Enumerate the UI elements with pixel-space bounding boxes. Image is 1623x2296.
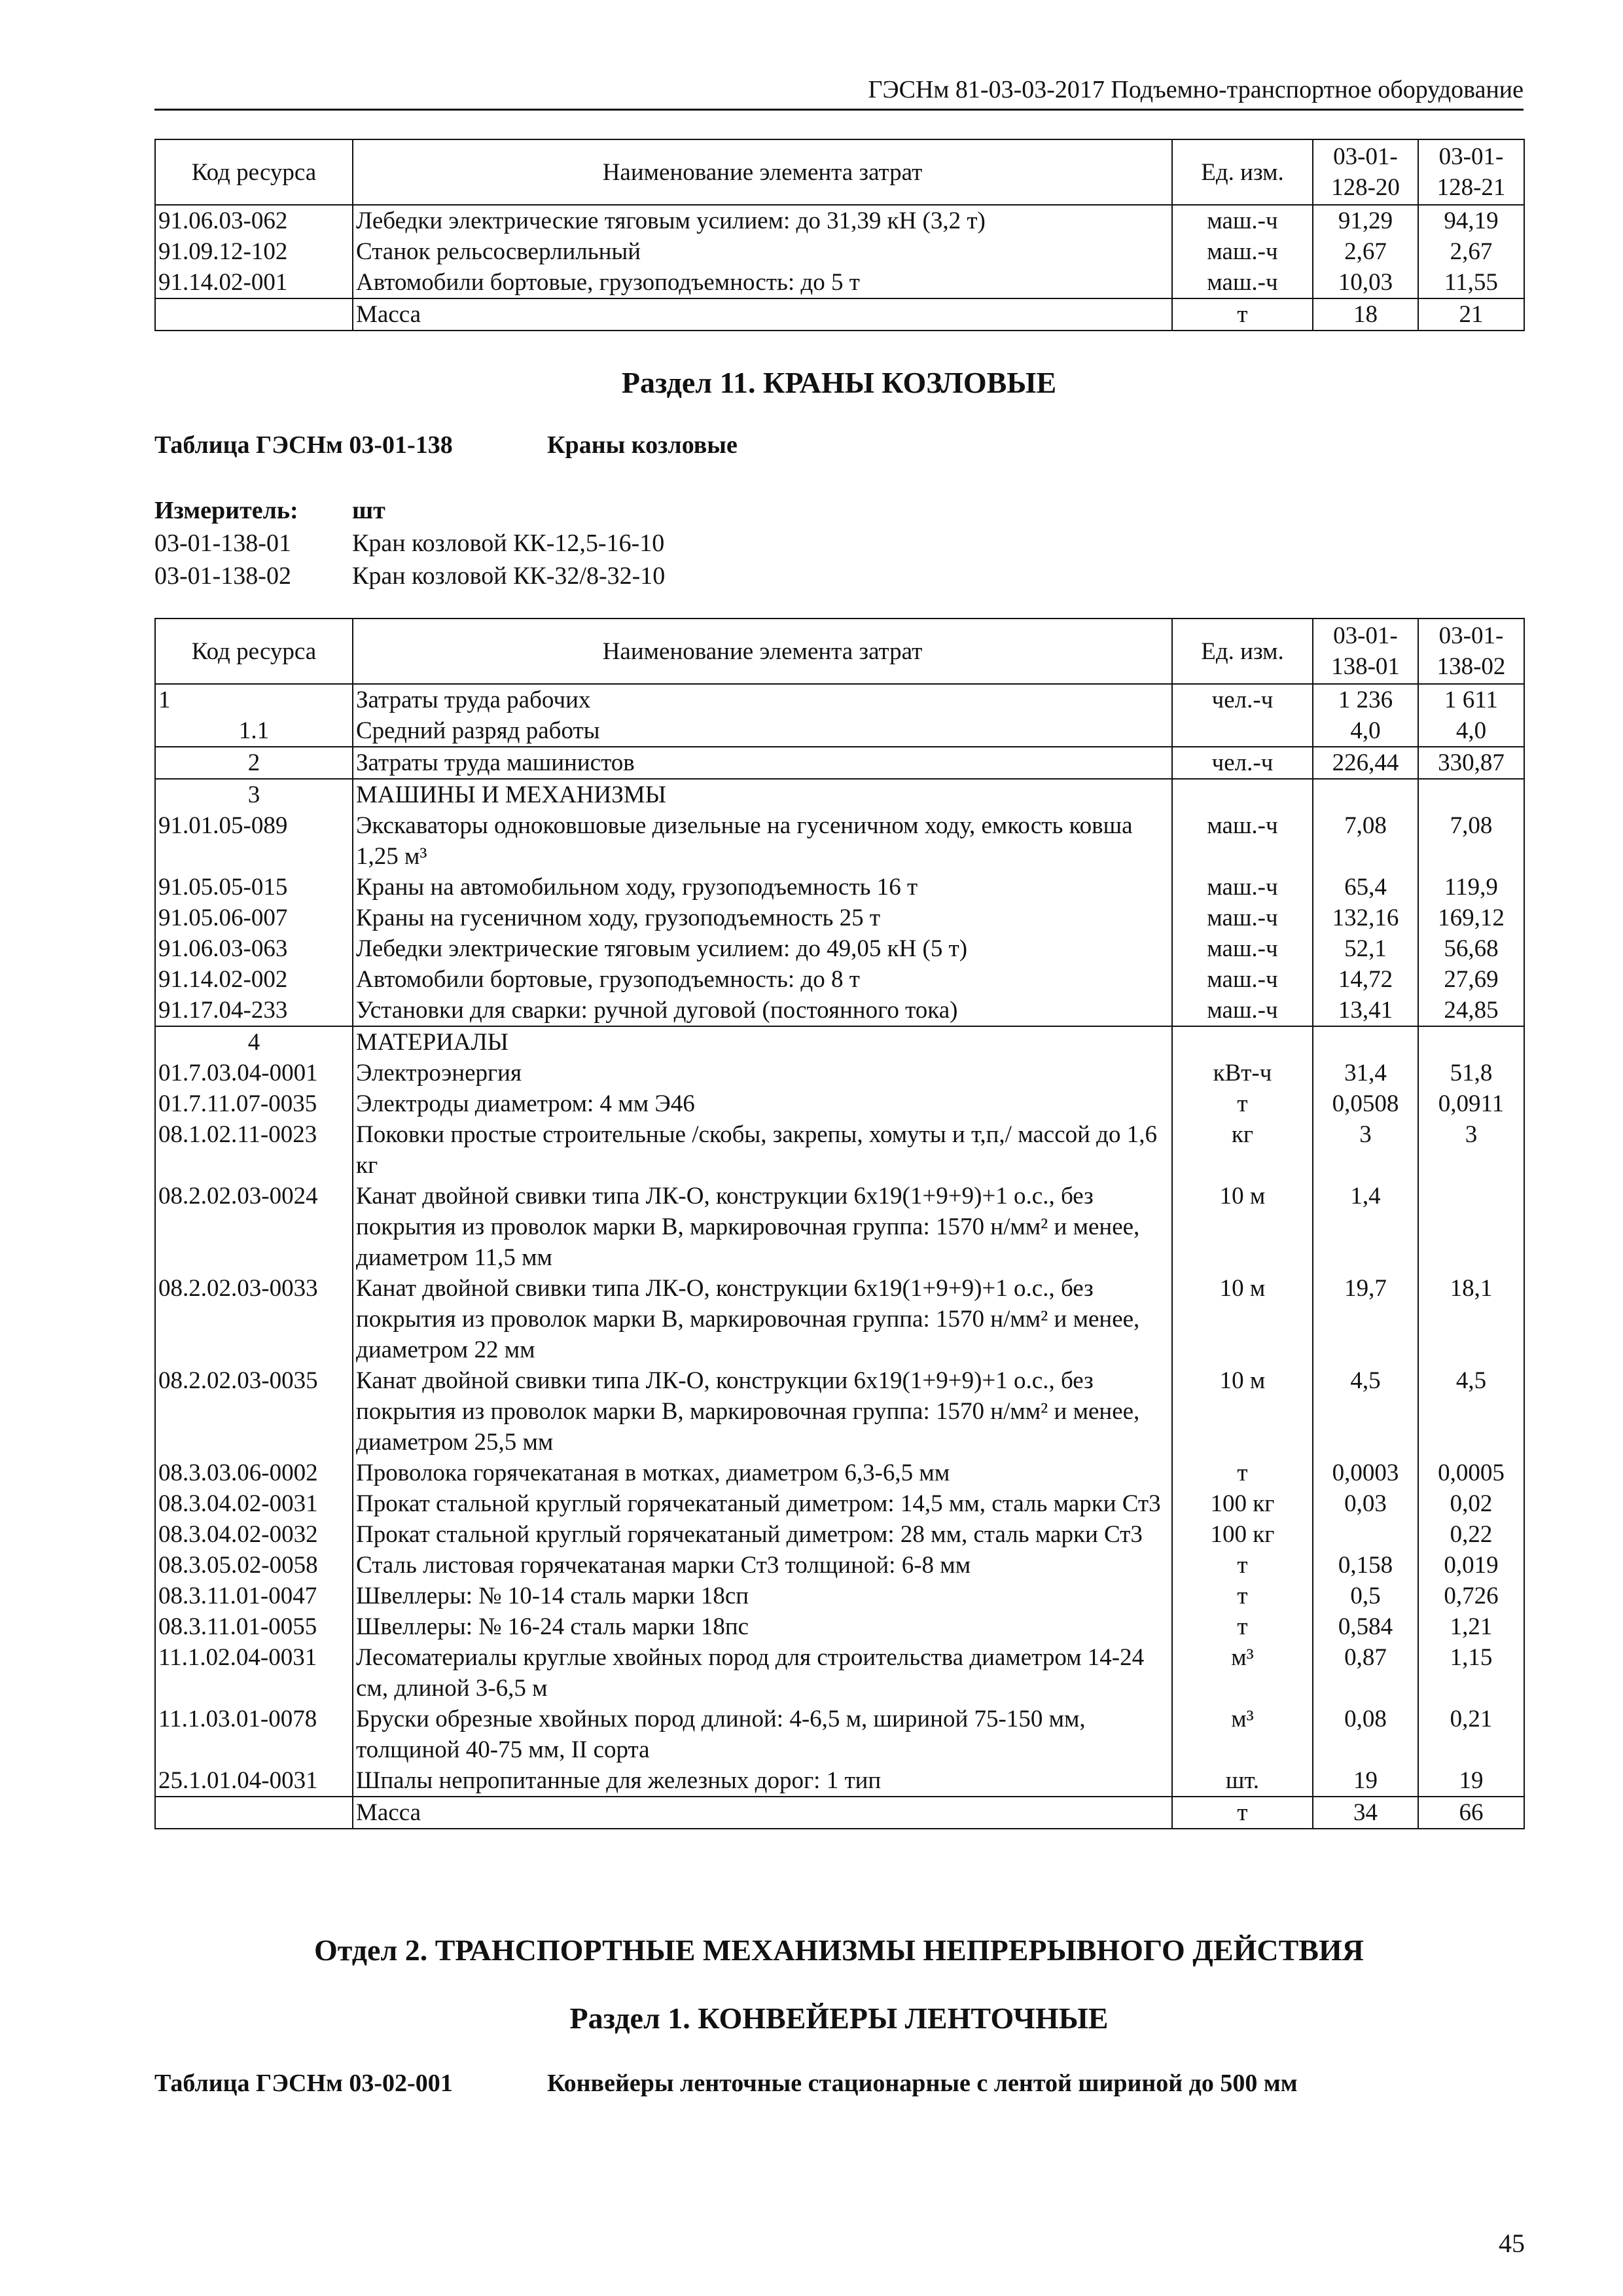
table-row: [155, 747, 1524, 779]
page-header: ГЭСНм 81-03-03-2017 Подъемно-транспортное оборудование: [154, 73, 1524, 111]
cell-value-b: 0,019: [1418, 1550, 1524, 1581]
cell-unit: 100 кг: [1172, 1488, 1313, 1519]
table-row: [155, 298, 1524, 331]
cell-name: МАШИНЫ И МЕХАНИЗМЫ: [353, 779, 1172, 810]
cell-value-a: 7,08: [1313, 810, 1418, 872]
cell-name: Канат двойной свивки типа ЛК-О, конструкции 6х19(1+9+9)+1 о.с., без покрытия из проволок марки В, маркировочная группа: 1570 н/мм² и менее, диаметром 22 мм: [353, 1273, 1172, 1365]
cell-code: 11.1.03.01-0078: [155, 1704, 353, 1765]
cell-name: Станок рельсосверлильный: [353, 236, 1172, 267]
cell-unit: т: [1172, 1797, 1313, 1829]
cell-code: 08.3.03.06-0002: [155, 1458, 353, 1488]
col-header-b: 03-01-138-02: [1418, 619, 1524, 684]
cell-code: 91.06.03-062: [155, 205, 353, 236]
cell-name: Бруски обрезные хвойных пород длиной: 4-6,5 м, шириной 75-150 мм, толщиной 40-75 мм, II сорта: [353, 1704, 1172, 1765]
cell-unit: [1172, 779, 1313, 810]
table-row: [155, 1642, 1524, 1704]
cell-unit: кВт-ч: [1172, 1058, 1313, 1088]
table-row: [155, 903, 1524, 933]
cell-value-b: 18,1: [1418, 1273, 1524, 1365]
cell-value-a: 0,584: [1313, 1611, 1418, 1642]
cell-name: Средний разряд работы: [353, 715, 1172, 747]
cell-code: 01.7.11.07-0035: [155, 1088, 353, 1119]
table-row: [155, 1488, 1524, 1519]
table-row: [155, 236, 1524, 267]
cell-value-b: 119,9: [1418, 872, 1524, 903]
cell-code: 08.2.02.03-0035: [155, 1365, 353, 1458]
cell-name: Масса: [353, 298, 1172, 331]
cell-value-b: 56,68: [1418, 933, 1524, 964]
cell-value-a: 132,16: [1313, 903, 1418, 933]
cell-unit: чел.-ч: [1172, 747, 1313, 779]
table-row: [155, 1458, 1524, 1488]
cell-value-b: 0,22: [1418, 1519, 1524, 1550]
cell-unit: кг: [1172, 1119, 1313, 1181]
cell-unit: маш.-ч: [1172, 205, 1313, 236]
cell-unit: т: [1172, 1611, 1313, 1642]
col-header-unit: Ед. изм.: [1172, 139, 1313, 205]
cell-value-b: 0,726: [1418, 1581, 1524, 1611]
cell-value-a: 226,44: [1313, 747, 1418, 779]
cell-code: 91.09.12-102: [155, 236, 353, 267]
cell-unit: т: [1172, 1458, 1313, 1488]
cell-code: 08.3.05.02-0058: [155, 1550, 353, 1581]
cell-value-a: 4,0: [1313, 715, 1418, 747]
cell-unit: т: [1172, 1088, 1313, 1119]
cell-code: [155, 298, 353, 331]
table-row: [155, 1704, 1524, 1765]
section-1-title: Раздел 1. КОНВЕЙЕРЫ ЛЕНТОЧНЫЕ: [569, 2001, 1109, 2035]
cell-unit: маш.-ч: [1172, 236, 1313, 267]
col-header-b: 03-01-128-21: [1418, 139, 1524, 205]
cell-name: Установки для сварки: ручной дуговой (постоянного тока): [353, 995, 1172, 1026]
cell-code: 08.3.04.02-0032: [155, 1519, 353, 1550]
cell-value-a: 14,72: [1313, 964, 1418, 995]
cell-value-b: 94,19: [1418, 205, 1524, 236]
cell-name: Швеллеры: № 16-24 сталь марки 18пс: [353, 1611, 1172, 1642]
cell-value-b: 1,15: [1418, 1642, 1524, 1704]
cell-value-b: 24,85: [1418, 995, 1524, 1026]
cell-value-b: 0,0911: [1418, 1088, 1524, 1119]
cell-unit: маш.-ч: [1172, 810, 1313, 872]
cell-unit: маш.-ч: [1172, 933, 1313, 964]
cell-value-b: 4,0: [1418, 715, 1524, 747]
cell-code: 91.14.02-002: [155, 964, 353, 995]
cell-code: 2: [155, 747, 353, 779]
cell-value-b: 0,0005: [1418, 1458, 1524, 1488]
cell-code: 11.1.02.04-0031: [155, 1642, 353, 1704]
cell-unit: т: [1172, 1581, 1313, 1611]
cell-name: Швеллеры: № 10-14 сталь марки 18сп: [353, 1581, 1172, 1611]
cell-value-a: 65,4: [1313, 872, 1418, 903]
cell-unit: [1172, 715, 1313, 747]
table-row: [155, 933, 1524, 964]
table-row: [155, 1611, 1524, 1642]
cell-name: Шпалы непропитанные для железных дорог: 1 тип: [353, 1765, 1172, 1797]
cell-code: [155, 1797, 353, 1829]
cell-unit: м³: [1172, 1642, 1313, 1704]
cell-value-b: 66: [1418, 1797, 1524, 1829]
cell-value-a: [1313, 1519, 1418, 1550]
cell-value-a: 0,87: [1313, 1642, 1418, 1704]
table-caption-03-02-001: [154, 2067, 1298, 2100]
cell-name: Лебедки электрические тяговым усилием: до 49,05 кН (5 т): [353, 933, 1172, 964]
cell-unit: маш.-ч: [1172, 872, 1313, 903]
table-row: [155, 1058, 1524, 1088]
cell-unit: 10 м: [1172, 1181, 1313, 1273]
cell-unit: маш.-ч: [1172, 903, 1313, 933]
cell-code: 08.3.04.02-0031: [155, 1488, 353, 1519]
cell-name: Краны на автомобильном ходу, грузоподъемность 16 т: [353, 872, 1172, 903]
measure-item: 03-01-138-02 Кран козловой КК-32/8-32-10: [154, 562, 666, 590]
cell-value-a: 0,0003: [1313, 1458, 1418, 1488]
resource-table-128: [154, 139, 1525, 331]
cell-value-a: 0,08: [1313, 1704, 1418, 1765]
cell-value-b: [1418, 779, 1524, 810]
cell-value-b: 7,08: [1418, 810, 1524, 872]
cell-unit: маш.-ч: [1172, 267, 1313, 298]
table-header-row: [155, 139, 1524, 205]
cell-name: Краны на гусеничном ходу, грузоподъемность 25 т: [353, 903, 1172, 933]
cell-unit: [1172, 1026, 1313, 1058]
measure-value: шт: [352, 497, 385, 524]
table-row: [155, 715, 1524, 747]
cell-code: 91.01.05-089: [155, 810, 353, 872]
cell-value-a: 2,67: [1313, 236, 1418, 267]
cell-unit: 100 кг: [1172, 1519, 1313, 1550]
table-row: [155, 964, 1524, 995]
table-caption-label: Таблица ГЭСНм 03-01-138: [154, 431, 453, 459]
table-row: [155, 1119, 1524, 1181]
cell-code: 08.3.11.01-0047: [155, 1581, 353, 1611]
cell-value-b: 27,69: [1418, 964, 1524, 995]
col-header-code: Код ресурса: [155, 619, 353, 684]
cell-value-a: 3: [1313, 1119, 1418, 1181]
cell-value-a: 10,03: [1313, 267, 1418, 298]
cell-code: 08.3.11.01-0055: [155, 1611, 353, 1642]
table-row: [155, 1365, 1524, 1458]
table-row: [155, 1181, 1524, 1273]
col-header-name: Наименование элемента затрат: [353, 139, 1172, 205]
measure-item: 03-01-138-01 Кран козловой КК-12,5-16-10: [154, 529, 665, 557]
resource-table-138: [154, 618, 1525, 1829]
cell-value-a: 0,0508: [1313, 1088, 1418, 1119]
cell-value-b: 19: [1418, 1765, 1524, 1797]
cell-code: 91.17.04-233: [155, 995, 353, 1026]
col-header-code: Код ресурса: [155, 139, 353, 205]
table-row: [155, 810, 1524, 872]
cell-unit: 10 м: [1172, 1273, 1313, 1365]
cell-name: Сталь листовая горячекатаная марки Ст3 толщиной: 6-8 мм: [353, 1550, 1172, 1581]
cell-value-a: 4,5: [1313, 1365, 1418, 1458]
cell-name: Канат двойной свивки типа ЛК-О, конструкции 6х19(1+9+9)+1 о.с., без покрытия из проволок марки В, маркировочная группа: 1570 н/мм² и менее, диаметром 11,5 мм: [353, 1181, 1172, 1273]
cell-name: Проволока горячекатаная в мотках, диаметром 6,3-6,5 мм: [353, 1458, 1172, 1488]
cell-code: 08.2.02.03-0033: [155, 1273, 353, 1365]
table-row: [155, 1026, 1524, 1058]
cell-name: Затраты труда машинистов: [353, 747, 1172, 779]
cell-code: 91.14.02-001: [155, 267, 353, 298]
cell-value-b: 0,02: [1418, 1488, 1524, 1519]
page-number: 45: [1499, 2229, 1525, 2258]
cell-code: 1: [155, 684, 353, 715]
cell-value-a: 34: [1313, 1797, 1418, 1829]
cell-name: Лебедки электрические тяговым усилием: до 31,39 кН (3,2 т): [353, 205, 1172, 236]
cell-name: Электроды диаметром: 4 мм Э46: [353, 1088, 1172, 1119]
cell-unit: чел.-ч: [1172, 684, 1313, 715]
cell-value-a: 18: [1313, 298, 1418, 331]
col-header-unit: Ед. изм.: [1172, 619, 1313, 684]
table-row: [155, 1550, 1524, 1581]
table-row: [155, 1581, 1524, 1611]
cell-name: Автомобили бортовые, грузоподъемность: до 5 т: [353, 267, 1172, 298]
table-row: [155, 267, 1524, 298]
cell-code: 08.1.02.11-0023: [155, 1119, 353, 1181]
table-caption-138: [154, 429, 738, 461]
cell-value-a: 19,7: [1313, 1273, 1418, 1365]
cell-value-a: 13,41: [1313, 995, 1418, 1026]
cell-value-b: 1 611: [1418, 684, 1524, 715]
cell-value-a: 91,29: [1313, 205, 1418, 236]
cell-value-a: 31,4: [1313, 1058, 1418, 1088]
cell-code: 3: [155, 779, 353, 810]
cell-code: 01.7.03.04-0001: [155, 1058, 353, 1088]
table-row: [155, 995, 1524, 1026]
cell-value-a: [1313, 1026, 1418, 1058]
cell-unit: маш.-ч: [1172, 964, 1313, 995]
cell-name: Автомобили бортовые, грузоподъемность: до 8 т: [353, 964, 1172, 995]
table-row: [155, 872, 1524, 903]
cell-value-b: 1,21: [1418, 1611, 1524, 1642]
cell-value-a: 1,4: [1313, 1181, 1418, 1273]
cell-code: 1.1: [155, 715, 353, 747]
table-row: [155, 1273, 1524, 1365]
table-caption-label: Таблица ГЭСНм 03-02-001: [154, 2070, 453, 2097]
cell-value-a: 1 236: [1313, 684, 1418, 715]
table-row: [155, 205, 1524, 236]
cell-value-b: 51,8: [1418, 1058, 1524, 1088]
cell-value-b: 4,5: [1418, 1365, 1524, 1458]
cell-value-b: 2,67: [1418, 236, 1524, 267]
table-caption-title: Краны козловые: [547, 431, 738, 459]
cell-name: Лесоматериалы круглые хвойных пород для строительства диаметром 14-24 см, длиной 3-6,5 м: [353, 1642, 1172, 1704]
cell-code: 08.2.02.03-0024: [155, 1181, 353, 1273]
cell-unit: т: [1172, 298, 1313, 331]
cell-code: 91.05.05-015: [155, 872, 353, 903]
cell-unit: м³: [1172, 1704, 1313, 1765]
cell-name: Масса: [353, 1797, 1172, 1829]
cell-value-a: [1313, 779, 1418, 810]
col-header-a: 03-01-128-20: [1313, 139, 1418, 205]
cell-unit: шт.: [1172, 1765, 1313, 1797]
cell-name: Экскаваторы одноковшовые дизельные на гусеничном ходу, емкость ковша 1,25 м³: [353, 810, 1172, 872]
cell-unit: т: [1172, 1550, 1313, 1581]
cell-code: 91.06.03-063: [155, 933, 353, 964]
table-row: [155, 1797, 1524, 1829]
cell-value-a: 19: [1313, 1765, 1418, 1797]
cell-value-b: 0,21: [1418, 1704, 1524, 1765]
cell-name: Затраты труда рабочих: [353, 684, 1172, 715]
measure-block: [154, 494, 665, 592]
cell-name: Прокат стальной круглый горячекатаный диметром: 14,5 мм, сталь марки Ст3: [353, 1488, 1172, 1519]
table-caption-title: Конвейеры ленточные стационарные с лентой шириной до 500 мм: [547, 2070, 1298, 2097]
cell-value-b: 11,55: [1418, 267, 1524, 298]
cell-value-b: 330,87: [1418, 747, 1524, 779]
cell-value-a: 52,1: [1313, 933, 1418, 964]
cell-value-a: 0,03: [1313, 1488, 1418, 1519]
cell-value-b: 21: [1418, 298, 1524, 331]
cell-name: Канат двойной свивки типа ЛК-О, конструкции 6х19(1+9+9)+1 о.с., без покрытия из проволок марки В, маркировочная группа: 1570 н/мм² и менее, диаметром 25,5 мм: [353, 1365, 1172, 1458]
cell-code: 91.05.06-007: [155, 903, 353, 933]
cell-code: 4: [155, 1026, 353, 1058]
cell-value-a: 0,158: [1313, 1550, 1418, 1581]
section-11-title: Раздел 11. КРАНЫ КОЗЛОВЫЕ: [621, 366, 1057, 399]
measure-label: Измеритель:: [154, 497, 298, 524]
table-row: [155, 1519, 1524, 1550]
table-row: [155, 1765, 1524, 1797]
cell-value-b: [1418, 1026, 1524, 1058]
cell-unit: маш.-ч: [1172, 995, 1313, 1026]
table-row: [155, 779, 1524, 810]
col-header-a: 03-01-138-01: [1313, 619, 1418, 684]
division-2-title: Отдел 2. ТРАНСПОРТНЫЕ МЕХАНИЗМЫ НЕПРЕРЫВНОГО ДЕЙСТВИЯ: [313, 1933, 1364, 1967]
cell-name: МАТЕРИАЛЫ: [353, 1026, 1172, 1058]
cell-unit: 10 м: [1172, 1365, 1313, 1458]
cell-name: Электроэнергия: [353, 1058, 1172, 1088]
col-header-name: Наименование элемента затрат: [353, 619, 1172, 684]
table-header-row: [155, 619, 1524, 684]
cell-name: Поковки простые строительные /скобы, закрепы, хомуты и т,п,/ массой до 1,6 кг: [353, 1119, 1172, 1181]
cell-value-b: [1418, 1181, 1524, 1273]
table-row: [155, 1088, 1524, 1119]
cell-value-b: 3: [1418, 1119, 1524, 1181]
cell-value-a: 0,5: [1313, 1581, 1418, 1611]
cell-code: 25.1.01.04-0031: [155, 1765, 353, 1797]
cell-value-b: 169,12: [1418, 903, 1524, 933]
cell-name: Прокат стальной круглый горячекатаный диметром: 28 мм, сталь марки Ст3: [353, 1519, 1172, 1550]
table-row: [155, 684, 1524, 715]
